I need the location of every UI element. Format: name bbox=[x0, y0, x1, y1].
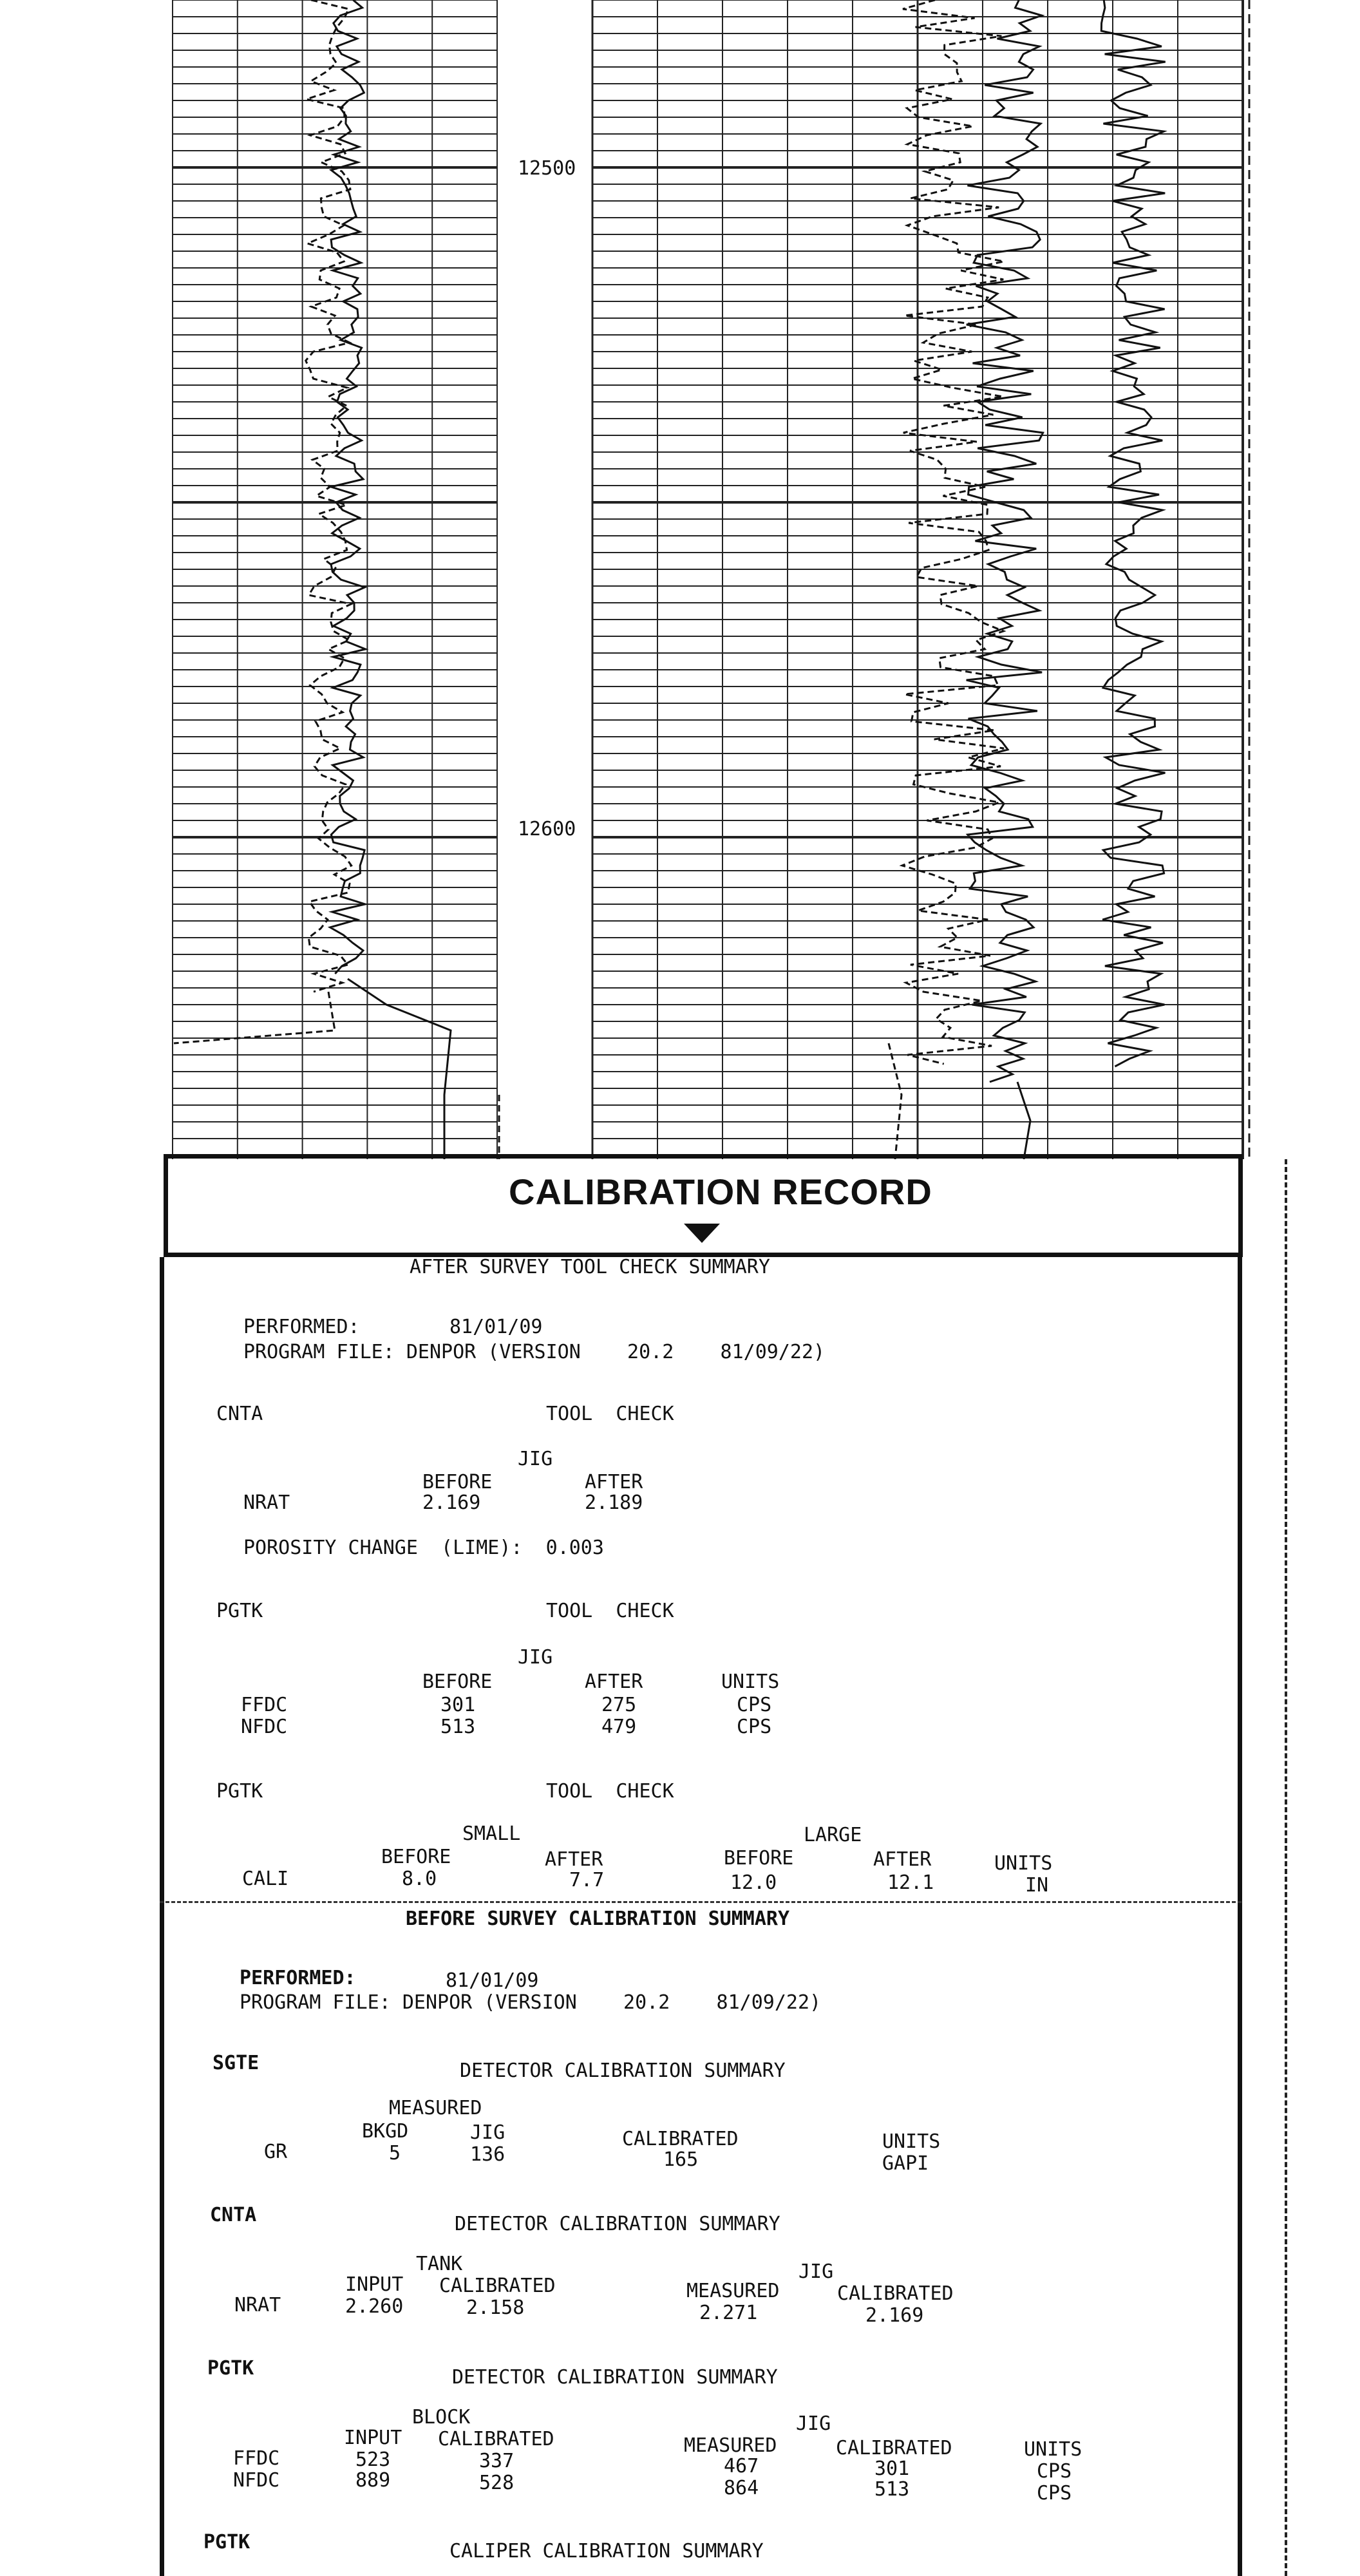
nfdc2-label: NFDC bbox=[233, 2469, 280, 2492]
nfdc2-measured: 864 bbox=[724, 2477, 759, 2499]
large-after-header: AFTER bbox=[873, 1848, 932, 1871]
small-before-header: BEFORE bbox=[381, 1846, 451, 1868]
nfdc2-units: CPS bbox=[1037, 2482, 1072, 2505]
performed-label: PERFORMED: bbox=[243, 1316, 360, 1338]
cali-large-after: 12.1 bbox=[887, 1871, 934, 1894]
log-curve bbox=[174, 992, 335, 1043]
calibration-record-title: CALIBRATION RECORD bbox=[509, 1171, 932, 1212]
pgtk3-tool-label: PGTK bbox=[207, 2357, 254, 2380]
cnta2-jig-header: JIG bbox=[798, 2260, 834, 2283]
nrat-after: 2.189 bbox=[585, 1492, 643, 1514]
log-curve bbox=[306, 0, 352, 992]
depth-label-12600: 12600 bbox=[515, 818, 578, 840]
program-file: PROGRAM FILE: DENPOR (VERSION 20.2 81/09/22) bbox=[243, 1341, 826, 1363]
ffdc2-units: CPS bbox=[1037, 2460, 1072, 2483]
cnta2-calibrated-header: CALIBRATED bbox=[439, 2275, 556, 2297]
nfdc-units: CPS bbox=[737, 1716, 772, 1738]
pgtk3-block-header: BLOCK bbox=[412, 2406, 471, 2429]
sgte-units-header: UNITS bbox=[882, 2130, 941, 2153]
cnta-before-header: BEFORE bbox=[422, 1471, 493, 1493]
small-header: SMALL bbox=[462, 1823, 521, 1845]
gr-calibrated: 165 bbox=[663, 2148, 699, 2171]
depth-label-12500: 12500 bbox=[515, 157, 578, 180]
log-curve bbox=[348, 979, 451, 1159]
ffdc2-measured: 467 bbox=[724, 2455, 759, 2477]
nrat2-jig-calibrated: 2.169 bbox=[865, 2304, 924, 2327]
nrat2-input: 2.260 bbox=[345, 2295, 404, 2318]
before-survey-heading: BEFORE SURVEY CALIBRATION SUMMARY bbox=[406, 1908, 790, 1930]
pgtk4-tool-label: PGTK bbox=[203, 2531, 250, 2553]
nfdc2-input: 889 bbox=[355, 2469, 391, 2492]
sgte-bkgd-header: BKGD bbox=[362, 2120, 409, 2143]
ffdc2-jig-calibrated: 301 bbox=[874, 2458, 910, 2480]
cali-units-header: UNITS bbox=[994, 1852, 1053, 1875]
pgtk3-input-header: INPUT bbox=[344, 2427, 402, 2449]
cnta-after-header: AFTER bbox=[585, 1471, 643, 1493]
nrat2-measured: 2.271 bbox=[699, 2302, 758, 2324]
ffdc-units: CPS bbox=[737, 1694, 772, 1716]
ffdc2-input: 523 bbox=[355, 2448, 391, 2471]
caliper-title: CALIPER CALIBRATION SUMMARY bbox=[449, 2540, 764, 2562]
small-after-header: AFTER bbox=[545, 1848, 603, 1871]
nfdc-label: NFDC bbox=[241, 1716, 288, 1738]
cali-small-after: 7.7 bbox=[569, 1869, 605, 1891]
cali-large-before: 12.0 bbox=[730, 1871, 777, 1894]
large-before-header: BEFORE bbox=[724, 1847, 794, 1870]
porosity-change: POROSITY CHANGE (LIME): 0.003 bbox=[243, 1537, 604, 1559]
cali-units: IN bbox=[1025, 1874, 1049, 1897]
log-curve bbox=[1101, 0, 1165, 1066]
pgtk-jig-header: JIG bbox=[518, 1646, 553, 1669]
nrat-before: 2.169 bbox=[422, 1492, 481, 1514]
after-survey-heading: AFTER SURVEY TOOL CHECK SUMMARY bbox=[410, 1256, 770, 1278]
nfdc2-block-calibrated: 528 bbox=[479, 2472, 515, 2494]
record-left-border bbox=[160, 1257, 164, 2576]
nrat-label: NRAT bbox=[243, 1492, 290, 1514]
large-header: LARGE bbox=[804, 1824, 862, 1846]
gr-jig: 136 bbox=[470, 2143, 505, 2166]
well-log-chart bbox=[0, 0, 1360, 1159]
log-curve bbox=[889, 1043, 902, 1159]
pgtk3-title: DETECTOR CALIBRATION SUMMARY bbox=[452, 2366, 778, 2389]
log-curve bbox=[1017, 1082, 1030, 1159]
nrat2-label: NRAT bbox=[234, 2294, 281, 2316]
cnta2-tool-label: CNTA bbox=[210, 2204, 257, 2226]
sgte-calibrated-header: CALIBRATED bbox=[622, 2128, 739, 2150]
ffdc-label: FFDC bbox=[241, 1694, 288, 1716]
cnta2-tank-header: TANK bbox=[416, 2253, 463, 2275]
cnta2-title: DETECTOR CALIBRATION SUMMARY bbox=[455, 2213, 780, 2235]
cnta-jig-header: JIG bbox=[518, 1448, 553, 1470]
nrat2-tank-calibrated: 2.158 bbox=[466, 2297, 525, 2319]
nfdc2-jig-calibrated: 513 bbox=[874, 2478, 910, 2501]
cnta-tool-label: CNTA bbox=[216, 1403, 263, 1425]
cali-label: CALI bbox=[242, 1868, 289, 1890]
pgtk-tool-label: PGTK bbox=[216, 1600, 263, 1622]
sgte-measured-header: MEASURED bbox=[389, 2097, 482, 2119]
before-program-file: PROGRAM FILE: DENPOR (VERSION 20.2 81/09/22) bbox=[240, 1991, 822, 2014]
sgte-title: DETECTOR CALIBRATION SUMMARY bbox=[460, 2060, 786, 2082]
log-curve bbox=[967, 0, 1043, 1082]
ffdc2-label: FFDC bbox=[233, 2447, 280, 2470]
pgtk-units-header: UNITS bbox=[721, 1671, 780, 1693]
pgtk3-units-header: UNITS bbox=[1024, 2438, 1082, 2461]
pgtk-tool-check: TOOL CHECK bbox=[546, 1600, 674, 1622]
pgtk2-tool-check: TOOL CHECK bbox=[546, 1780, 674, 1803]
ffdc-before: 301 bbox=[440, 1694, 476, 1716]
pgtk3-jig-header: JIG bbox=[796, 2412, 831, 2435]
pgtk3-measured-header: MEASURED bbox=[684, 2434, 777, 2457]
pgtk2-tool-label: PGTK bbox=[216, 1780, 263, 1803]
gr-label: GR bbox=[264, 2141, 288, 2163]
pgtk3-jig-calibrated-header: CALIBRATED bbox=[836, 2437, 952, 2459]
down-arrow-icon bbox=[684, 1224, 720, 1245]
log-curves bbox=[174, 0, 1166, 1159]
record-right-border bbox=[1238, 1257, 1242, 2576]
section-divider bbox=[160, 1901, 1242, 1903]
nfdc-before: 513 bbox=[440, 1716, 476, 1738]
gr-units: GAPI bbox=[882, 2152, 929, 2175]
cnta2-jig-calibrated-header: CALIBRATED bbox=[837, 2282, 954, 2305]
sgte-tool-label: SGTE bbox=[212, 2052, 260, 2074]
pgtk3-calibrated-header: CALIBRATED bbox=[438, 2428, 554, 2450]
before-performed-date: 81/01/09 bbox=[446, 1969, 539, 1992]
ffdc-after: 275 bbox=[601, 1694, 637, 1716]
pgtk-after-header: AFTER bbox=[585, 1671, 643, 1693]
cnta2-input-header: INPUT bbox=[345, 2273, 404, 2296]
cnta-tool-check: TOOL CHECK bbox=[546, 1403, 674, 1425]
pgtk-before-header: BEFORE bbox=[422, 1671, 493, 1693]
ffdc2-block-calibrated: 337 bbox=[479, 2450, 515, 2472]
cnta2-measured-header: MEASURED bbox=[686, 2280, 780, 2302]
sgte-jig-header: JIG bbox=[470, 2121, 505, 2144]
edge-dash-line bbox=[1285, 1159, 1287, 2576]
gr-bkgd: 5 bbox=[389, 2142, 401, 2164]
performed-date: 81/01/09 bbox=[449, 1316, 543, 1338]
before-performed-label: PERFORMED: bbox=[240, 1967, 356, 1989]
cali-small-before: 8.0 bbox=[402, 1868, 437, 1890]
log-curve bbox=[330, 0, 366, 974]
nfdc-after: 479 bbox=[601, 1716, 637, 1738]
